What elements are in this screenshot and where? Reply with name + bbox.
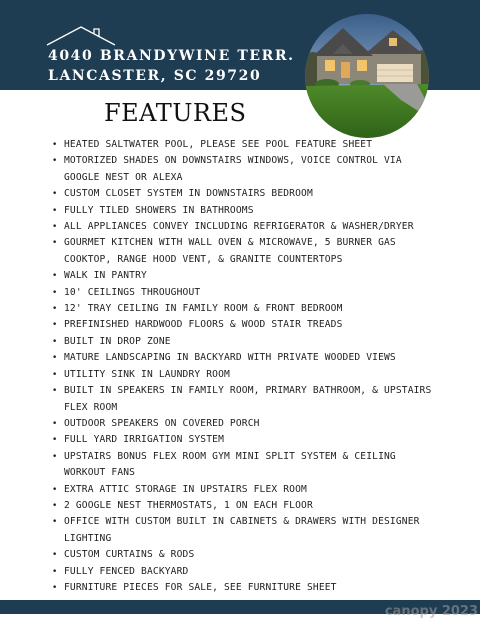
feature-item (50, 285, 442, 301)
feature-item (50, 514, 442, 547)
bullet-dot: • (52, 582, 58, 593)
bullet-dot: • (52, 500, 58, 511)
feature-text: OFFICE WITH CUSTOM BUILT IN CABINETS & DRAWERS WITH DESIGNER LIGHTING (64, 516, 420, 544)
feature-item (50, 547, 442, 563)
feature-item (50, 498, 442, 514)
feature-text: GOURMET KITCHEN WITH WALL OVEN & MICROWAVE, 5 BURNER GAS COOKTOP, RANGE HOOD VENT, & GRANITE COUNTERTOPS (64, 237, 396, 265)
bullet-dot: • (52, 222, 58, 233)
feature-text: HEATED SALTWATER POOL, PLEASE SEE POOL FEATURE SHEET (64, 139, 373, 150)
feature-text: BUILT IN DROP ZONE (64, 335, 171, 347)
feature-item (50, 317, 442, 333)
feature-text: 2 GOOGLE NEST THERMOSTATS, 1 ON EACH FLOOR (64, 499, 313, 511)
bullet-dot: • (52, 271, 58, 282)
feature-text: FULLY FENCED BACKYARD (64, 565, 189, 577)
feature-item (50, 153, 442, 186)
canopy-watermark: canopy 2023 (384, 604, 478, 619)
bullet-dot: • (52, 517, 58, 528)
bullet-dot: • (52, 238, 58, 249)
feature-text: FULLY TILED SHOWERS IN BATHROOMS (64, 204, 254, 216)
address-line1: 4040 BRANDYWINE TERR. (48, 48, 295, 64)
bullet-dot: • (52, 353, 58, 364)
feature-item (50, 432, 442, 448)
feature-text: UPSTAIRS BONUS FLEX ROOM GYM MINI SPLIT SYSTEM & CEILING WORKOUT FANS (64, 450, 396, 479)
house-photo (305, 14, 429, 138)
feature-item (50, 186, 442, 202)
bullet-dot: • (52, 189, 58, 200)
feature-text: EXTRA ATTIC STORAGE IN UPSTAIRS FLEX ROOM (64, 483, 307, 495)
feature-text: OUTDOOR SPEAKERS ON COVERED PORCH (64, 417, 260, 429)
feature-text: WALK IN PANTRY (64, 270, 147, 282)
feature-text: BUILT IN SPEAKERS IN FAMILY ROOM, PRIMARY BATHROOM, & UPSTAIRS FLEX ROOM (64, 385, 432, 413)
feature-item (50, 350, 442, 366)
feature-item (50, 564, 442, 580)
feature-text: PREFINISHED HARDWOOD FLOORS & WOOD STAIR TREADS (64, 319, 343, 331)
bullet-dot: • (52, 451, 58, 462)
feature-text: FURNITURE PIECES FOR SALE, SEE FURNITURE SHEET (64, 581, 337, 593)
feature-text: MATURE LANDSCAPING IN BACKYARD WITH PRIVATE WOODED VIEWS (64, 352, 396, 364)
feature-text: CUSTOM CLOSET SYSTEM IN DOWNSTAIRS BEDROOM (64, 188, 313, 200)
page-title: FEATURES (104, 99, 247, 127)
address-line2: LANCASTER, SC 29720 (48, 68, 262, 84)
bullet-dot: • (52, 140, 58, 150)
bullet-dot: • (52, 386, 58, 397)
feature-text: CUSTOM CURTAINS & RODS (64, 549, 195, 561)
bullet-dot: • (52, 205, 58, 216)
feature-item (50, 235, 442, 268)
feature-item (50, 580, 442, 596)
feature-item (50, 334, 442, 350)
feature-item (50, 482, 442, 498)
bullet-dot: • (52, 550, 58, 561)
property-address (48, 46, 295, 86)
feature-text: 10' CEILINGS THROUGHOUT (64, 286, 201, 298)
feature-item (50, 301, 442, 317)
bullet-dot: • (52, 435, 58, 446)
feature-item (50, 137, 442, 153)
feature-item (50, 367, 442, 383)
feature-list (50, 137, 442, 596)
feature-text: MOTORIZED SHADES ON DOWNSTAIRS WINDOWS, VOICE CONTROL VIA GOOGLE NEST OR ALEXA (64, 155, 402, 183)
feature-item (50, 383, 442, 416)
bullet-dot: • (52, 287, 58, 298)
feature-item (50, 203, 442, 219)
bullet-dot: • (52, 369, 58, 380)
bullet-dot: • (52, 336, 58, 347)
bullet-dot: • (52, 304, 58, 315)
feature-item (50, 219, 442, 235)
feature-item (50, 268, 442, 284)
bullet-dot: • (52, 566, 58, 577)
bullet-dot: • (52, 320, 58, 331)
feature-text: UTILITY SINK IN LAUNDRY ROOM (64, 368, 230, 380)
house-roof-icon (46, 24, 116, 46)
bullet-dot: • (52, 418, 58, 429)
feature-item (50, 416, 442, 432)
feature-text: 12' TRAY CEILING IN FAMILY ROOM & FRONT BEDROOM (64, 303, 343, 315)
feature-text: FULL YARD IRRIGATION SYSTEM (64, 434, 224, 446)
feature-text: ALL APPLIANCES CONVEY INCLUDING REFRIGERATOR & WASHER/DRYER (64, 221, 414, 233)
bullet-dot: • (52, 484, 58, 495)
bullet-dot: • (52, 156, 58, 167)
feature-item (50, 449, 442, 482)
